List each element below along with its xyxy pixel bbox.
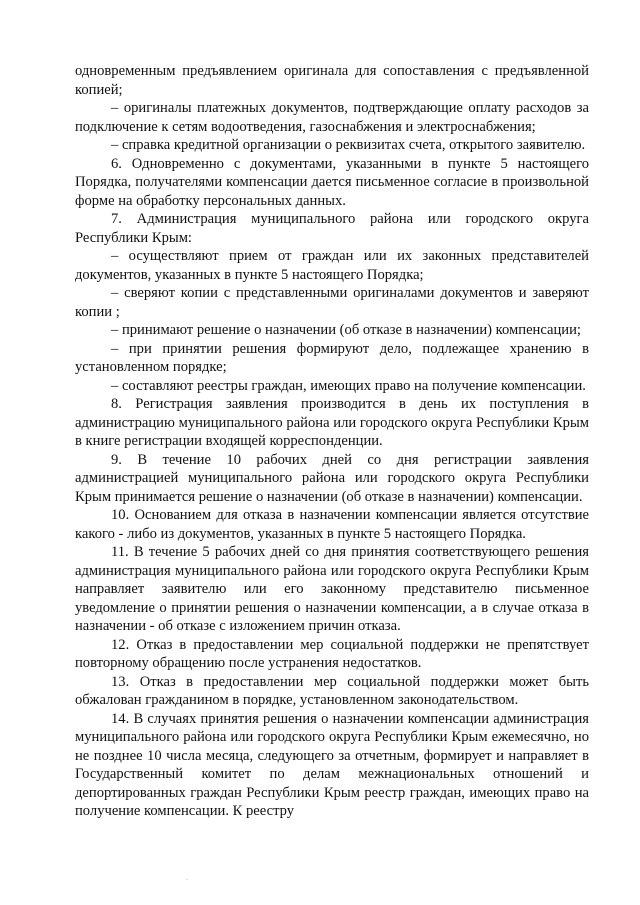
clause-7-item-2: – сверяют копии с представленными оригиналами документов и заверяют копии ; (75, 285, 589, 320)
clause-13: 13. Отказ в предоставлении мер социальной поддержки может быть обжалован гражданином в порядке, установленном законодательством. (75, 673, 589, 708)
clause-7-item-3: – принимают решение о назначении (об отказе в назначении) компенсации; (111, 322, 581, 338)
list-item-payment-docs: – оригиналы платежных документов, подтверждающие оплату расходов за подключение к сетям водоотведения, газоснабжения и электроснабжения; (75, 100, 589, 135)
clause-6: 6. Одновременно с документами, указанными в пункте 5 настоящего Порядка, получателями компенсации дается письменное согласие в произвольной форме на обработку персональных данных. (75, 155, 589, 209)
clause-7-item-1: – осуществляют прием от граждан или их законных представителей документов, указанных в пункте 5 настоящего Порядка; (75, 248, 589, 283)
paragraph-continuation: одновременным предъявлением оригинала для сопоставления с предъявленной копией; (75, 63, 589, 98)
clause-9: 9. В течение 10 рабочих дней со дня регистрации заявления администрацией муниципального района или городского округа Республики Крым принимается решение о назначении (об отказе в назначении) компенсации. (75, 451, 589, 505)
clause-7: 7. Администрация муниципального района или городского округа Республики Крым: (75, 211, 589, 246)
clause-10: 10. Основанием для отказа в назначении компенсации является отсутствие какого - либо из документов, указанных в пункте 5 настоящего Порядка. (75, 507, 589, 542)
clause-12: 12. Отказ в предоставлении мер социальной поддержки не препятствует повторному обращению после устранения недостатков. (75, 636, 589, 671)
clause-11: 11. В течение 5 рабочих дней со дня принятия соответствующего решения администрация муниципального района или городского округа Республики Крым направляет заявителю или его законному представителю письменное уведомление о принятии решения о назначении компенсации, а в случае отказа в назначении - об отказе с изложением причин отказа. (75, 544, 589, 634)
clause-8: 8. Регистрация заявления производится в день их поступления в администрацию муниципального района или городского округа Республики Крым в книге регистрации входящей корреспонденции. (75, 396, 589, 449)
list-item-bank-statement: – справка кредитной организации о реквизитах счета, открытого заявителю. (111, 137, 586, 153)
document-page (75, 62, 589, 821)
clause-7-item-5: – составляют реестры граждан, имеющих право на получение компенсации. (111, 377, 586, 394)
scan-footer-mark: · (186, 876, 189, 884)
clause-14: 14. В случаях принятия решения о назначении компенсации администрация муниципального района или городского округа Республики Крым ежемесячно, но не позднее 10 числа месяца, следующего за отчетным, формирует и направляет в Государственный комитет по делам межнациональных отношений и депортированных граждан Республики Крым реестр граждан, имеющих право на получение компенсации. К реестру (75, 710, 589, 819)
clause-7-item-4: – при принятии решения формируют дело, подлежащее хранению в установленном порядке; (75, 340, 589, 375)
